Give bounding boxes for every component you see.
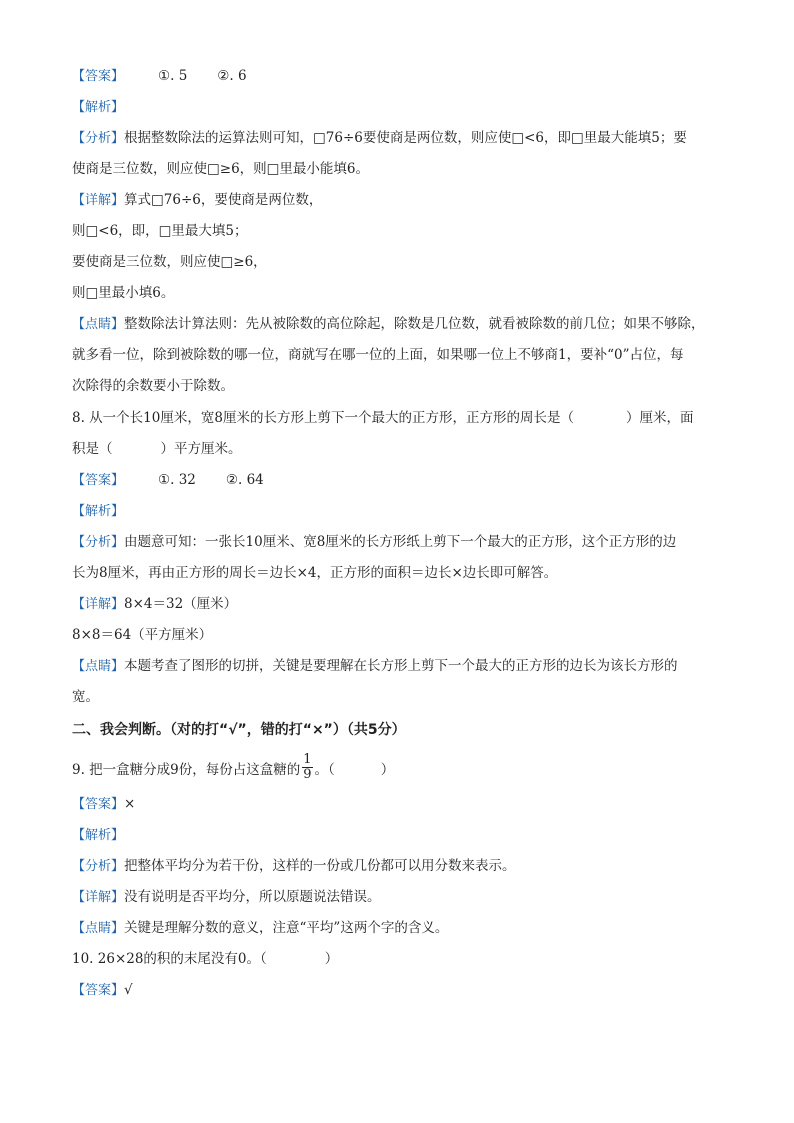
q8-answer-row	[72, 470, 732, 490]
xiangjie-text: 则□<6，即，□里最大填5；	[72, 223, 248, 239]
answer-tag: 【答案】	[72, 69, 125, 84]
fenxi-text: 根据整数除法的运算法则可知，□76÷6要使商是两位数，则应使□<6，即□里最大能填5；要	[124, 130, 687, 146]
q8-question-l1	[72, 408, 732, 428]
q8-dianjing-row	[72, 656, 732, 676]
question-text: 。（	[314, 762, 335, 778]
q10-question	[72, 949, 732, 969]
fenxi-text: 长为8厘米，再由正方形的周长＝边长×4，正方形的面积＝边长×边长即可解答。	[72, 565, 558, 581]
answer-value: √	[124, 982, 133, 998]
analysis-tag: 【解析】	[72, 504, 125, 519]
fraction	[302, 753, 312, 782]
q7-xiangjie-row	[72, 190, 732, 210]
answer-tag: 【答案】	[72, 473, 125, 488]
xiangjie-text: 8×4＝32（厘米）	[124, 596, 238, 612]
q9-question	[72, 752, 732, 782]
q8-question-l2	[72, 439, 732, 459]
xiangjie-text: 则□里最小填6。	[72, 285, 175, 301]
q8-xiangjie-row	[72, 594, 732, 614]
q10-answer-row	[72, 980, 732, 1000]
question-text: ）	[324, 951, 339, 967]
q9-xiangjie-row	[72, 887, 732, 907]
xiangjie-tag: 【详解】	[72, 597, 125, 612]
q7-answer-row	[72, 66, 732, 86]
q8-fenxi-cont	[72, 563, 732, 583]
xiangjie-text: 8×8＝64（平方厘米）	[72, 627, 213, 643]
dianjing-text: 本题考查了图形的切拼，关键是要理解在长方形上剪下一个最大的正方形的边长为该长方形的	[124, 658, 678, 674]
analysis-tag: 【解析】	[72, 100, 125, 115]
dianjing-tag: 【点睛】	[72, 317, 125, 332]
answer-tag: 【答案】	[72, 797, 125, 812]
question-text: ）厘米，面	[625, 410, 694, 426]
q9-dianjing-row	[72, 918, 732, 938]
dianjing-text: 次除得的余数要小于除数。	[72, 378, 234, 394]
answer-item: ②. 64	[225, 472, 264, 488]
q8-analysis-row	[72, 501, 732, 521]
xiangjie-text: 算式□76÷6，要使商是两位数，	[124, 192, 323, 208]
fraction-numerator: 1	[303, 752, 312, 767]
xiangjie-tag: 【详解】	[72, 193, 125, 208]
fenxi-tag: 【分析】	[72, 859, 125, 874]
dianjing-tag: 【点睛】	[72, 659, 125, 674]
question-text: ）平方厘米。	[160, 441, 242, 457]
fenxi-tag: 【分析】	[72, 535, 125, 550]
q7-dianjing-l2	[72, 345, 732, 365]
question-text: 8. 从一个长10厘米，宽8厘米的长方形上剪下一个最大的正方形，正方形的周长是（	[72, 410, 574, 426]
section-heading	[72, 720, 732, 740]
q9-answer-row	[72, 794, 732, 814]
xiangjie-text: 要使商是三位数，则应使□≥6，	[72, 254, 267, 270]
fenxi-text: 由题意可知：一张长10厘米、宽8厘米的长方形纸上剪下一个最大的正方形，这个正方形的边	[124, 534, 677, 550]
xiangjie-tag: 【详解】	[72, 890, 125, 905]
answer-item: ①. 32	[158, 472, 196, 488]
q7-dianjing-l3	[72, 376, 732, 396]
q9-fenxi-row	[72, 856, 732, 876]
q8-xiangjie-l2	[72, 625, 732, 645]
answer-item: ②. 6	[217, 68, 247, 84]
answer-value: ×	[124, 796, 136, 812]
dianjing-text: 宽。	[72, 689, 99, 705]
answer-item: ①. 5	[158, 68, 188, 84]
q7-xiangjie-l2	[72, 221, 732, 241]
q7-xiangjie-l3	[72, 252, 732, 272]
dianjing-text: 关键是理解分数的意义，注意“平均”这两个字的含义。	[124, 920, 449, 936]
fenxi-text: 使商是三位数，则应使□≥6，则□里最小能填6。	[72, 161, 369, 177]
question-text: 积是（	[72, 441, 113, 457]
xiangjie-text: 没有说明是否平均分，所以原题说法错误。	[124, 889, 381, 905]
answer-tag: 【答案】	[72, 983, 125, 998]
q7-dianjing-row	[72, 314, 732, 334]
question-text: 9. 把一盒糖分成9份，每份占这盒糖的	[72, 762, 301, 778]
q7-analysis-row	[72, 97, 732, 117]
q8-dianjing-l2	[72, 687, 732, 707]
fraction-denominator: 9	[303, 767, 312, 782]
dianjing-text: 就多看一位，除到被除数的哪一位，商就写在哪一位的上面，如果哪一位上不够商1，要补“0”占位，每	[72, 347, 684, 363]
q7-fenxi-row	[72, 128, 732, 148]
fenxi-text: 把整体平均分为若干份，这样的一份或几份都可以用分数来表示。	[124, 858, 516, 874]
dianjing-text: 整数除法计算法则：先从被除数的高位除起，除数是几位数，就看被除数的前几位；如果不够除，	[124, 316, 705, 332]
q7-xiangjie-l4	[72, 283, 732, 303]
q8-fenxi-row	[72, 532, 732, 552]
question-text: 10. 26×28的积的末尾没有0。（	[72, 951, 267, 967]
question-text: ）	[380, 762, 395, 778]
analysis-tag: 【解析】	[72, 828, 125, 843]
dianjing-tag: 【点睛】	[72, 921, 125, 936]
section-heading-text: 二、我会判断。（对的打“√”，错的打“×”）（共5分）	[72, 722, 406, 738]
fenxi-tag: 【分析】	[72, 131, 125, 146]
q7-fenxi-cont	[72, 159, 732, 179]
q9-analysis-row	[72, 825, 732, 845]
